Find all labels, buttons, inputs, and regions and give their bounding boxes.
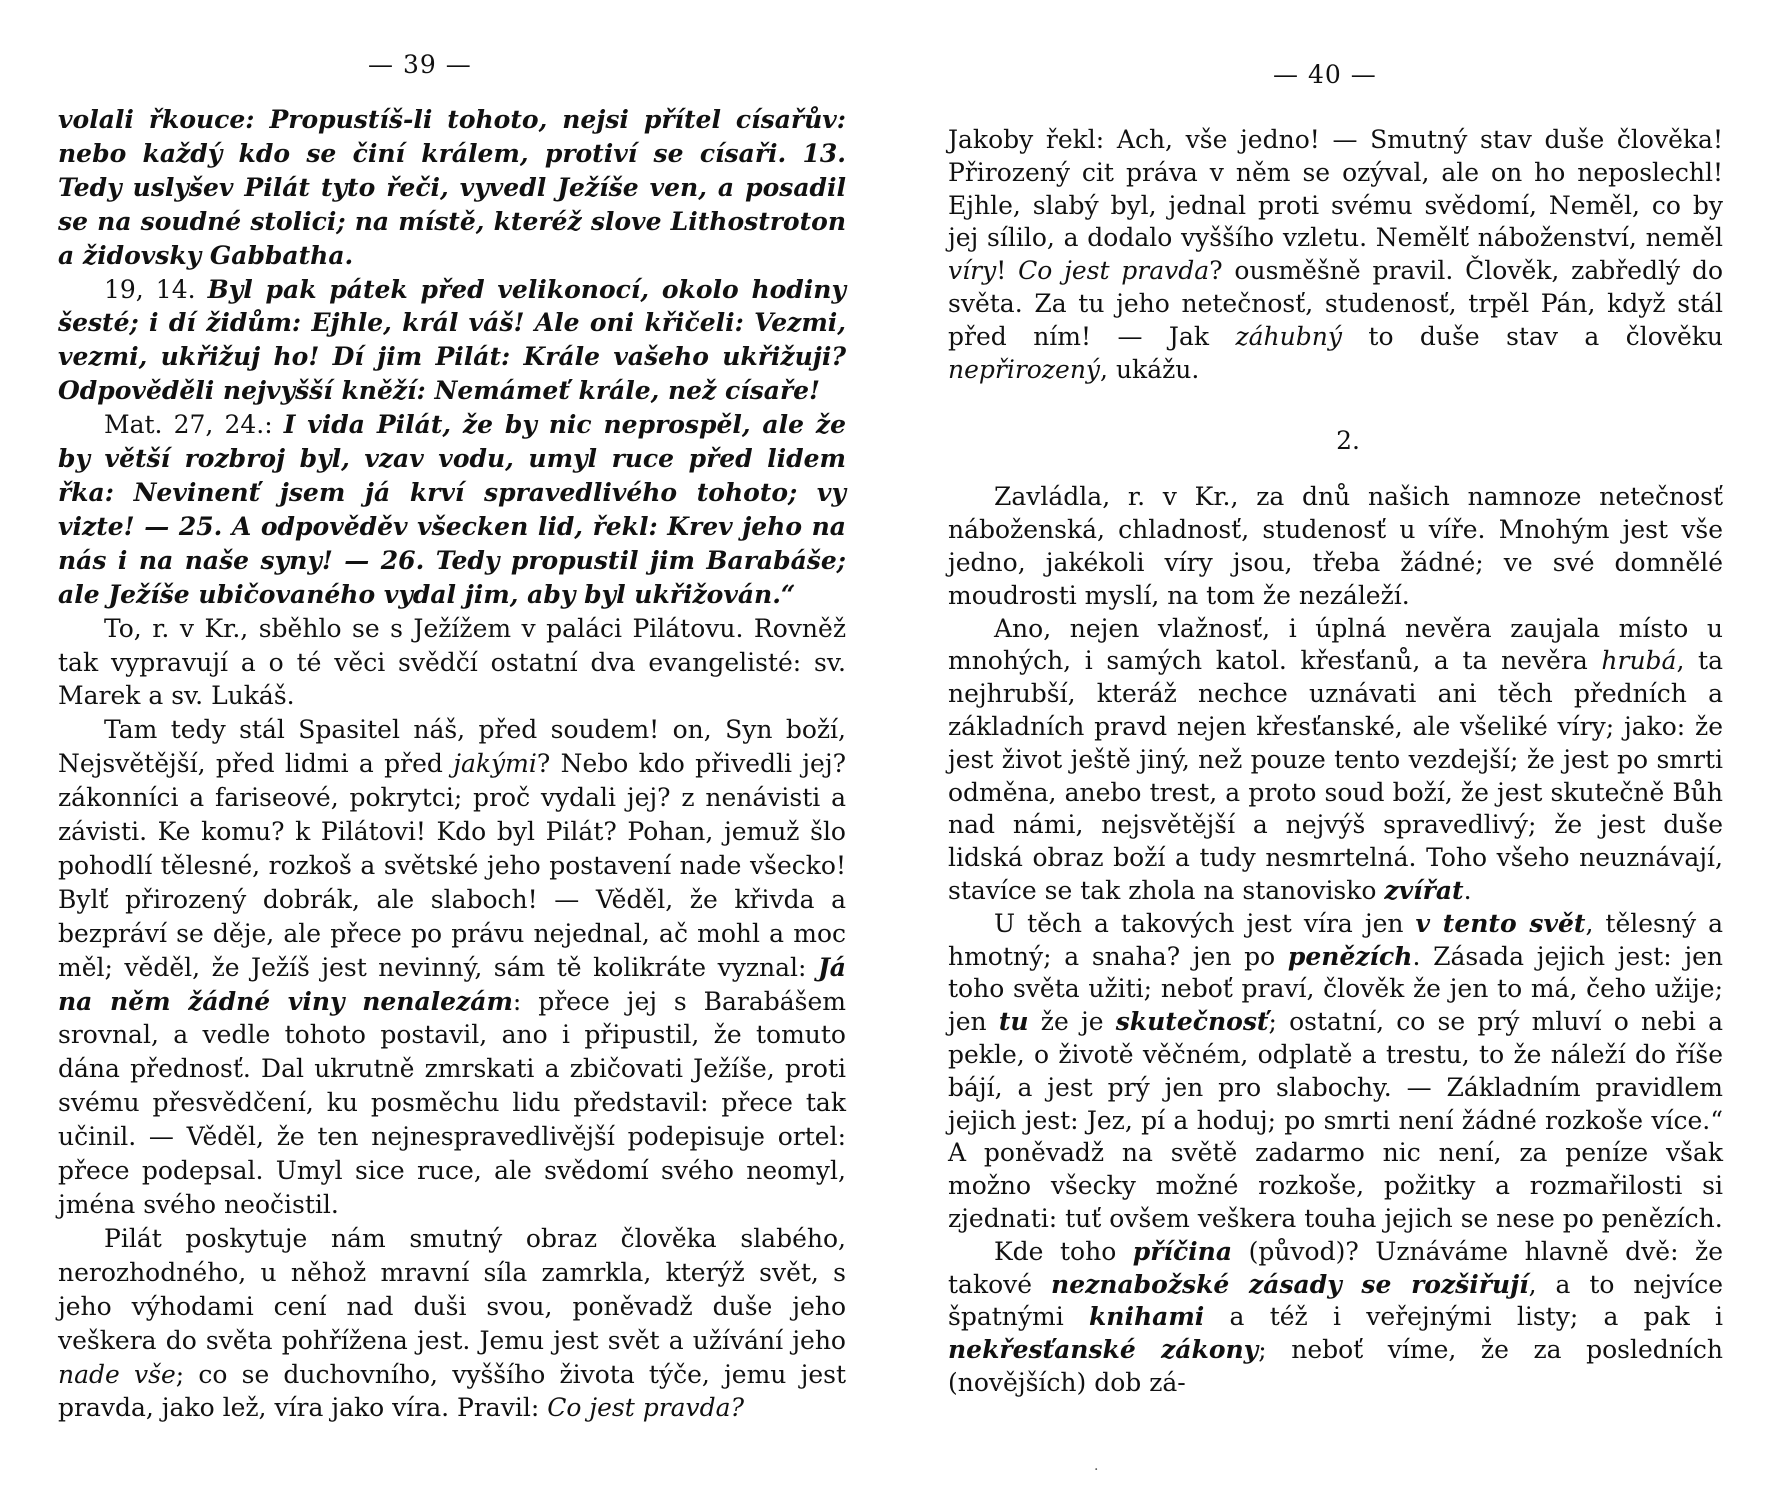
text-run: , tělesný a hmotný; a snaha? jen po (948, 908, 1724, 971)
italic-run: Co jest pravda (1018, 256, 1210, 286)
bold-italic-run: Já na něm žádné viny nenalezám (58, 952, 846, 1016)
italic-run: víry (948, 256, 997, 286)
text-run: . Zásada jejich jest: jen toho světa užiti; neboť praví, člověk že jen to má, čeho užije; jen (948, 941, 1723, 1037)
text-run: Pilát poskytuje nám smutný obraz člověka slabého, nerozhodného, u něhož mravní síla zamrkla, kterýž svět, s jeho výhodami cení nad duši svou, poněvadž duše jeho veškera do světa pohřížena jest. Jemu jest svět a užívání jeho (58, 1223, 846, 1355)
gospel-quote-john-19-12: volali řkouce: Propustíš-li tohoto, nejsi přítel císařův: nebo každý kdo se činí králem, protiví se císaři. 13. Tedy uslyšev Pilát tyto řeči, vyvedl Ježíše ven, a posadil se na soudné stolici; na místě, kteréž slove Lithostroton a židovsky Gabbatha. (58, 105, 846, 270)
bold-italic-run: nekřesťanské zákony (948, 1335, 1259, 1365)
paragraph-pilate-image (58, 1222, 846, 1425)
text-run: ? Nebo kdo přivedli jej? zákonníci a fariseové, pokrytci; proč vydali jej? z nenávisti a závisti. Ke komu? k Pilátovi! Kdo byl Pilát? Pohan, jemuž šlo pohodlí tělesné, rozkoš a světské jeho postavení nade všecko! Bylť přirozený dobrák, ale slaboch! — Věděl, že křivda a bezpráví se děje, ale přece po právu nejednal, ač mohl a moc měl; věděl, že Ježíš jest nevinný, sám tě kolikráte vyznal: (58, 749, 847, 982)
verse-reference: 19, 14. (104, 274, 208, 304)
bold-italic-run: penězích (1287, 941, 1413, 971)
italic-run: jakými (453, 749, 537, 779)
text-run: U těch a takových jest víra jen (994, 908, 1416, 938)
text-run: ! (996, 256, 1019, 286)
text-run: ; neboť víme, že za posledních (novějších) dob zá- (948, 1335, 1723, 1397)
paragraph-savior-before-court (58, 713, 846, 1222)
page-number-39: — 39 — (368, 50, 472, 79)
bold-italic-run: zvířat (1384, 875, 1464, 905)
gospel-quote-john-19-14: Byl pak pátek před velikonocí, okolo hodiny šesté; i dí židům: Ejhle, král váš! Ale oni křičeli: Vezmi, vezmi, ukřižuj ho! Dí jim Pilát: Krále vašeho ukřižuji? Odpověděli nejvyšší kněží: Nemámeť krále, než císaře! (58, 274, 846, 406)
paragraph-indifference: Zavládla, r. v Kr., za dnů našich namnoze netečnosť náboženská, chladnosť, studenosť u víře. Mnohým jest vše jedno, jakékoli víry jsou, třeba žádné; ve své domnělé moudrosti myslí, na tom že nezáleží. (948, 482, 1723, 610)
italic-run: Co jest pravda? (547, 1393, 744, 1423)
text-run: Ano, nejen vlažnosť, i úplná nevěra zaujala místo u mnohých, i samých katol. křesťanů, a ta nevěra (948, 613, 1723, 676)
section-number: 2. (1336, 426, 1360, 456)
gospel-quote-matthew-paragraph (58, 408, 846, 611)
text-run: : přece jej s Barabášem srovnal, a vedle tohoto postavil, ano i připustil, že tomuto dána přednosť. Dal ukrutně zmrskati a zbičovati Ježíše, proti svému přesvědčení, ku posměchu lidu představil: přece tak učinil. — Věděl, že ten nejnespravedlivější podepisuje ortel: přece podepsal. Umyl sice ruce, ale svědomí svého neomyl, jména svého neočistil. (58, 986, 846, 1219)
italic-run: záhubný (1235, 321, 1342, 351)
text-run: , a to nejvíce špatnými (948, 1269, 1723, 1332)
italic-run: nepřirozený (948, 354, 1101, 384)
paragraph-continuation (948, 124, 1723, 386)
scan-speck: · (1094, 1462, 1099, 1478)
text-run: ? ousměšně pravil. Člověk, zabředlý do světa. Za tu jeho netečnosť, studenosť, trpěl Pán, když stál před ním! — Jak (948, 256, 1723, 351)
text-run: že je (1028, 1007, 1116, 1037)
paragraph-worldly-faith (948, 908, 1723, 1236)
text-run: ; co se duchovního, vyššího života týče, jemu jest pravda, jako lež, víra jako víra. Pravil: (58, 1359, 846, 1423)
gospel-quote-paragraph (58, 103, 846, 273)
text-run: , ta nejhrubší, kteráž nechce uznávati ani těch předních a základních pravd nejen křesťanské, ale všeliké víry; jako: že jest život ještě jiný, než pouze tento vezdejší; že jest po smrti odměna, anebo trest, a proto soud boží, že jest skutečně Bůh nad námi, nejsvětější a nejvýš spravedlivý; že jest duše lidská obraz boží a tudy nesmrtelná. Toho všeho neuznávají, stavíce se tak zhola na stanovisko (948, 646, 1723, 905)
bold-italic-run: knihami (1088, 1302, 1205, 1332)
bold-italic-run: v tento svět (1415, 908, 1586, 938)
paragraph-causes (948, 1236, 1723, 1400)
text-run: ; ostatní, co se prý mluví o nebi a pekle, o životě věčném, odplatě a trestu, to že náleží do říše bájí, a jest prý jen pro slabochy. — Základním pravidlem jejich jest: Jez, pí a hoduj; po smrti není žádné rozkoše více.“ A poněvadž na světě zadarmo nic není, za peníze však možno všecky možné rozkoše, požitky a rozmařilosti si zjednati: tuť ovšem veškera touha jejich se nese po penězích. (948, 1007, 1723, 1233)
verse-reference: Mat. 27, 24.: (104, 410, 284, 440)
text-run: to duše stav a člověku (1341, 321, 1723, 351)
italic-run: nade vše (58, 1359, 176, 1389)
bold-italic-run: tu (998, 1007, 1029, 1037)
text-run: , ukážu. (1100, 354, 1200, 384)
page-number-40: — 40 — (1273, 60, 1377, 89)
text-run: a též i veřejnými listy; a pak i (1204, 1302, 1723, 1332)
bold-italic-run: skutečnosť (1115, 1007, 1269, 1037)
text-run: Tam tedy stál Spasitel náš, před soudem! on, Syn boží, Nejsvětější, před lidmi a před (58, 715, 846, 779)
left-page-body (58, 103, 846, 1425)
text-run: Kde toho (994, 1236, 1133, 1266)
italic-run: hrubá (1601, 646, 1677, 676)
bold-italic-run: neznabožské zásady se rozšiřují (1051, 1269, 1529, 1299)
text-run: Jakoby řekl: Ach, vše jedno! — Smutný stav duše člověka! Přirozený cit práva v něm se ozýval, ale on ho neposlechl! Ejhle, slabý byl, jednal proti svému svědomí, Neměl, co by jej sílilo, a dodalo vyššího vzletu. Nemělť náboženství, neměl (948, 125, 1723, 253)
paragraph-unbelief (948, 613, 1723, 908)
gospel-quote-john-19-14-paragraph (58, 273, 846, 409)
right-page-body (948, 124, 1723, 1400)
paragraph-evangelists: To, r. v Kr., sběhlo se s Ježížem v paláci Pilátovu. Rovněž tak vypravují a o té věci svědčí ostatní dva evangelisté: sv. Marek a sv. Lukáš. (58, 613, 846, 711)
text-run: . (1463, 875, 1472, 905)
gospel-quote-matthew-27-24: I vida Pilát, že by nic neprospěl, ale že by větší rozbroj byl, vzav vodu, umyl ruce před lidem řka: Nevinenť jsem já krví spravedlivého tohoto; vy vizte! — 25. A odpověděv všecken lid, řekl: Krev jeho na nás i na naše syny! — 26. Tedy propustil jim Barabáše; ale Ježíše ubičovaného vydal jim, aby byl ukřižován.“ (58, 410, 846, 609)
text-run: (původ)? Uznáváme hlavně dvě: že takové (948, 1236, 1723, 1299)
bold-italic-run: příčina (1132, 1236, 1233, 1266)
